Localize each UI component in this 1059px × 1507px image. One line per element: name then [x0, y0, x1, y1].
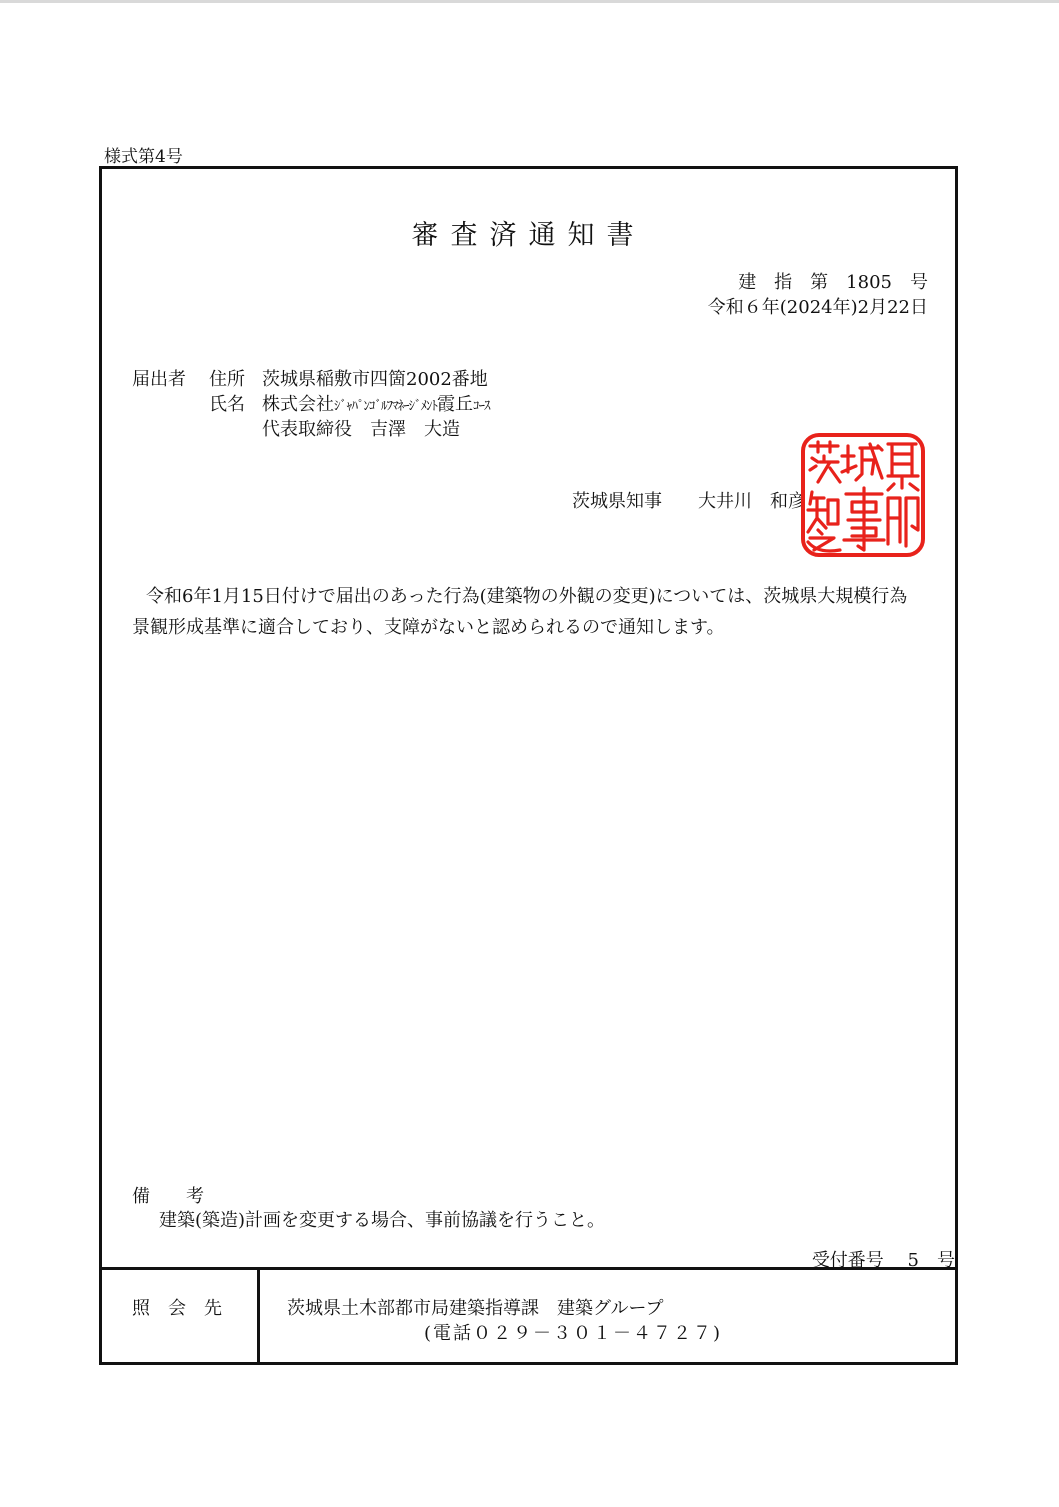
- contact-label: 照 会 先: [132, 1298, 222, 1319]
- company-prefix: 株式会社: [262, 394, 334, 415]
- contact-section: [102, 1267, 955, 1365]
- issuer-name: 茨城県知事 大井川 和彦: [572, 491, 806, 512]
- address-value: 茨城県稲敷市四箇2002番地: [262, 369, 488, 390]
- representative-name: 代表取締役 吉澤 大造: [262, 419, 460, 440]
- form-number: 様式第4号: [104, 147, 183, 167]
- document-date: 令和６年(2024年)2月22日: [707, 297, 928, 318]
- reception-number: 受付番号 5 号: [811, 1250, 955, 1271]
- company-name-mid: 霞丘: [437, 394, 473, 415]
- notifier-label: 届出者: [132, 369, 186, 390]
- page-top-rule: [0, 0, 1059, 3]
- name-value: [262, 390, 490, 416]
- contact-label-cell: [102, 1270, 260, 1365]
- contact-department: 茨城県土木部都市局建築指導課 建築グループ: [287, 1298, 664, 1319]
- company-name-kana: ｼﾞｬﾊﾟﾝｺﾞﾙﾌﾏﾈｰｼﾞﾒﾝﾄ: [334, 399, 437, 414]
- notification-body: 令和6年1月15日付けで届出のあった行為(建築物の外観の変更)については、茨城県大規模行為景観形成基準に適合しており、支障がないと認められるので通知します。: [132, 586, 908, 638]
- remarks-text: 建築(築造)計画を変更する場合、事前協議を行うこと。: [159, 1210, 606, 1231]
- document-frame: [99, 166, 958, 1365]
- official-seal: [800, 432, 926, 558]
- contact-phone: (電話０２９－３０１－４７２７): [424, 1323, 723, 1344]
- name-label: 氏名: [209, 394, 245, 415]
- company-name-suffix: ｺｰｽ: [473, 399, 490, 414]
- document-number: 建 指 第 1805 号: [738, 272, 928, 293]
- address-label: 住所: [209, 369, 245, 390]
- remarks-label: 備 考: [132, 1186, 204, 1207]
- document-title: 審査済通知書: [411, 220, 646, 251]
